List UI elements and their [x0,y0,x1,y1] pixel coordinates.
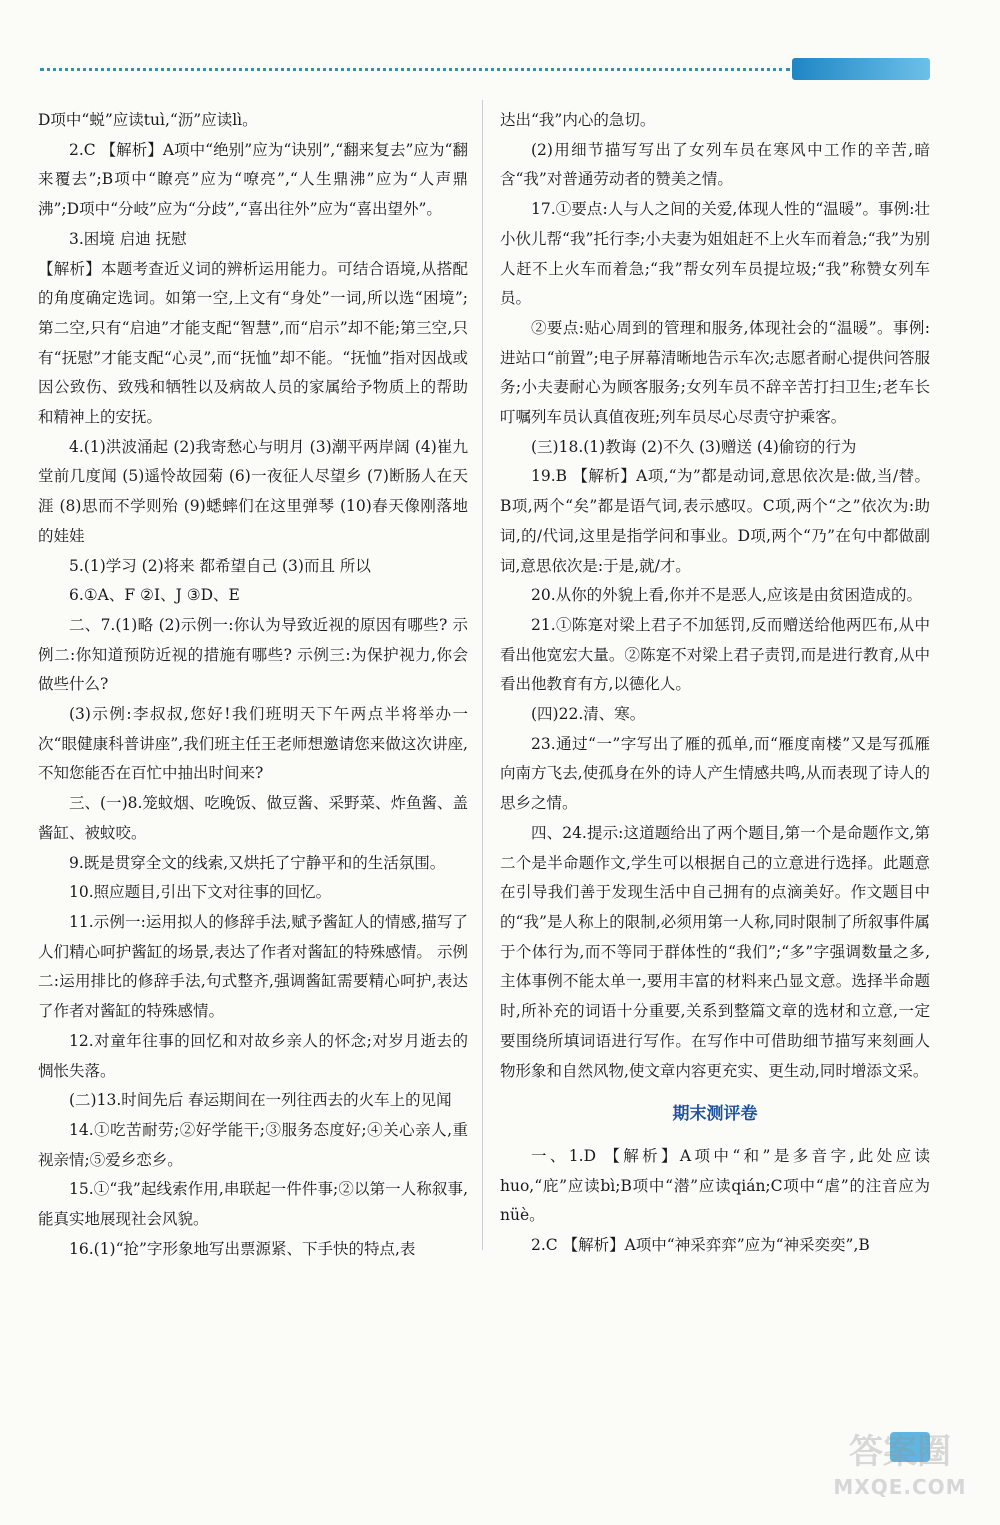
answer-paragraph: (二)13.时间先后 春运期间在一列往西去的火车上的见闻 [69,1091,452,1110]
answer-paragraph: 14.①吃苦耐劳;②好学能干;③服务态度好;④关心亲人,重视亲情;⑤爱乡恋乡。 [38,1120,468,1169]
answer-paragraph: 23.通过“一”字写出了雁的孤单,而“雁度南楼”又是写孤雁向南方飞去,使孤身在外的诗人产生情感共鸣,从而表现了诗人的思乡之情。 [500,734,930,813]
answer-paragraph: 二、7.(1)略 (2)示例一:你认为导致近视的原因有哪些? 示例二:你知道预防近视的措施有哪些? 示例三:为保护视力,你会做些什么? [38,615,468,694]
header-dotted-rule [40,68,790,71]
answer-paragraph: 2.C 【解析】A项中“神采弈弈”应为“神采奕奕”,B [531,1236,870,1255]
answer-paragraph: 2.C 【解析】A项中“绝别”应为“诀别”,“翻来复去”应为“翻来覆去”;B项中“瞭亮”应为“嘹亮”,“人生鼎沸”应为“人声鼎沸”;D项中“分岐”应为“分歧”,“喜出往外”应为“喜出望外”。 [38,140,468,219]
answer-paragraph: 19.B 【解析】A项,“为”都是动词,意思依次是:做,当/替。B项,两个“矣”都是语气词,表示感叹。C项,两个“之”依次为:助词,的/代词,这里是指学问和事业。D项,两个“乃”在句中都做副词,意思依次是:于是,就/才。 [500,467,930,575]
answer-paragraph: 【解析】本题考查近义词的辨析运用能力。可结合语境,从搭配的角度确定选词。如第一空,上文有“身处”一词,所以选“困境”;第二空,只有“启迪”才能支配“智慧”,而“启示”却不能;第三空,只有“抚慰”才能支配“心灵”,而“抚恤”却不能。“抚恤”指对因战或因公致伤、致残和牺牲以及病故人员的家属给予物质上的帮助和精神上的安抚。 [38,259,468,427]
answer-paragraph: 三、(一)8.笼蚊烟、吃晚饭、做豆酱、采野菜、炸鱼酱、盖酱缸、被蚊咬。 [38,794,468,842]
answer-paragraph: 11.示例一:运用拟人的修辞手法,赋予酱缸人的情感,描写了人们精心呵护酱缸的场景,表达了作者对酱缸的特殊感情。 示例二:运用排比的修辞手法,句式整齐,强调酱缸需要精心呵护,表达了作者对酱缸的特殊感情。 [38,912,468,1021]
answer-paragraph: 12.对童年往事的回忆和对故乡亲人的怀念;对岁月逝去的惆怅失落。 [38,1031,468,1080]
answer-paragraph: 4.(1)洪波涌起 (2)我寄愁心与明月 (3)潮平两岸阔 (4)崔九堂前几度闻 (5)遥怜故园菊 (6)一夜征人尽望乡 (7)断肠人在天涯 (8)思而不学则殆 (9)蟋蟀们在这里弹琴 (10)春天像刚落地的娃娃 [38,437,468,545]
answer-paragraph: 17.①要点:人与人之间的关爱,体现人性的“温暖”。事例:壮小伙儿帮“我”托行李;小夫妻为姐姐赶不上火车而着急;“我”为别人赶不上火车而着急;“我”帮女列车员提垃圾;“我”称赞女列车员。 [500,200,930,308]
answer-paragraph: 9.既是贯穿全文的线索,又烘托了宁静平和的生活氛围。 [69,853,446,872]
watermark-top: 答案圈 [849,1432,951,1472]
answer-paragraph: ②要点:贴心周到的管理和服务,体现社会的“温暖”。事例:进站口“前置”;电子屏幕清晰地告示车次;志愿者耐心提供问答服务;小夫妻耐心为顾客服务;女列车员不辞辛苦打扫卫生;老车长叮嘱列车员认真值夜班;列车员尽心尽责守护乘客。 [500,318,930,427]
answer-paragraph: 5.(1)学习 (2)将来 都希望自己 (3)而且 所以 [69,556,371,575]
answer-paragraph: (3)示例:李叔叔,您好!我们班明天下午两点半将举办一次“眼健康科普讲座”,我们班主任王老师想邀请您来做这次讲座,不知您能否在百忙中抽出时间来? [38,705,468,783]
answer-paragraph: 四、24.提示:这道题给出了两个题目,第一个是命题作文,第二个是半命题作文,学生可以根据自己的立意进行选择。此题意在引导我们善于发现生活中自己拥有的点滴美好。作文题目中的“我”是人称上的限制,必须用第一人称,同时限制了所叙事件属于个体行为,而不等同于群体性的“我们”;“多”字强调数量之多,主体事例不能太单一,要用丰富的材料来凸显文意。选择半命题时,所补充的词语十分重要,关系到整篇文章的选材和立意,一定要围绕所填词语进行写作。在写作中可借助细节描写来刻画人物形象和自然风物,使文章内容更充实、更生动,同时增添文采。 [500,823,930,1080]
answer-paragraph: D项中“蜕”应读tuì,“沥”应读lì。 [38,111,258,129]
section-title: 期末测评卷 [672,1104,758,1125]
watermark-bottom: MXQE.COM [833,1475,967,1499]
answer-paragraph: (四)22.清、寒。 [531,705,646,724]
column-divider [482,100,483,1250]
answer-paragraph: 3.困境 启迪 抚慰 [69,229,187,248]
right-column [500,106,930,1261]
watermark-logo [820,1430,980,1510]
answer-paragraph: (2)用细节描写写出了女列车员在寒风中工作的辛苦,暗含“我”对普通劳动者的赞美之情。 [500,140,930,189]
answer-paragraph: 一、1.D 【解析】A项中“和”是多音字,此处应读huo,“庇”应读bì;B项中“潜”应读qián;C项中“虐”的注音应为nüè。 [500,1146,930,1225]
answer-paragraph: 10.照应题目,引出下文对往事的回忆。 [69,883,332,902]
answer-paragraph: 6.①A、F ②I、J ③D、E [69,586,240,605]
answer-paragraph: (三)18.(1)教诲 (2)不久 (3)赠送 (4)偷窃的行为 [531,437,857,456]
answer-paragraph: 15.①“我”起线索作用,串联起一件件事;②以第一人称叙事,能真实地展现社会风貌。 [38,1180,468,1229]
answer-paragraph: 20.从你的外貌上看,你并不是恶人,应该是由贫困造成的。 [531,586,923,605]
header-badge [792,58,930,80]
answer-paragraph: 达出“我”内心的急切。 [500,111,656,129]
right-column-answers [500,106,930,1086]
answer-paragraph: 16.(1)“抢”字形象地写出票源紧、下手快的特点,表 [69,1239,416,1258]
right-column-after-title [500,1142,930,1261]
answer-paragraph: 21.①陈寔对梁上君子不加惩罚,反而赠送给他两匹布,从中看出他宽宏大量。②陈寔不对梁上君子责罚,而是进行教育,从中看出他教育有方,以德化人。 [500,615,930,694]
left-column [38,106,468,1264]
